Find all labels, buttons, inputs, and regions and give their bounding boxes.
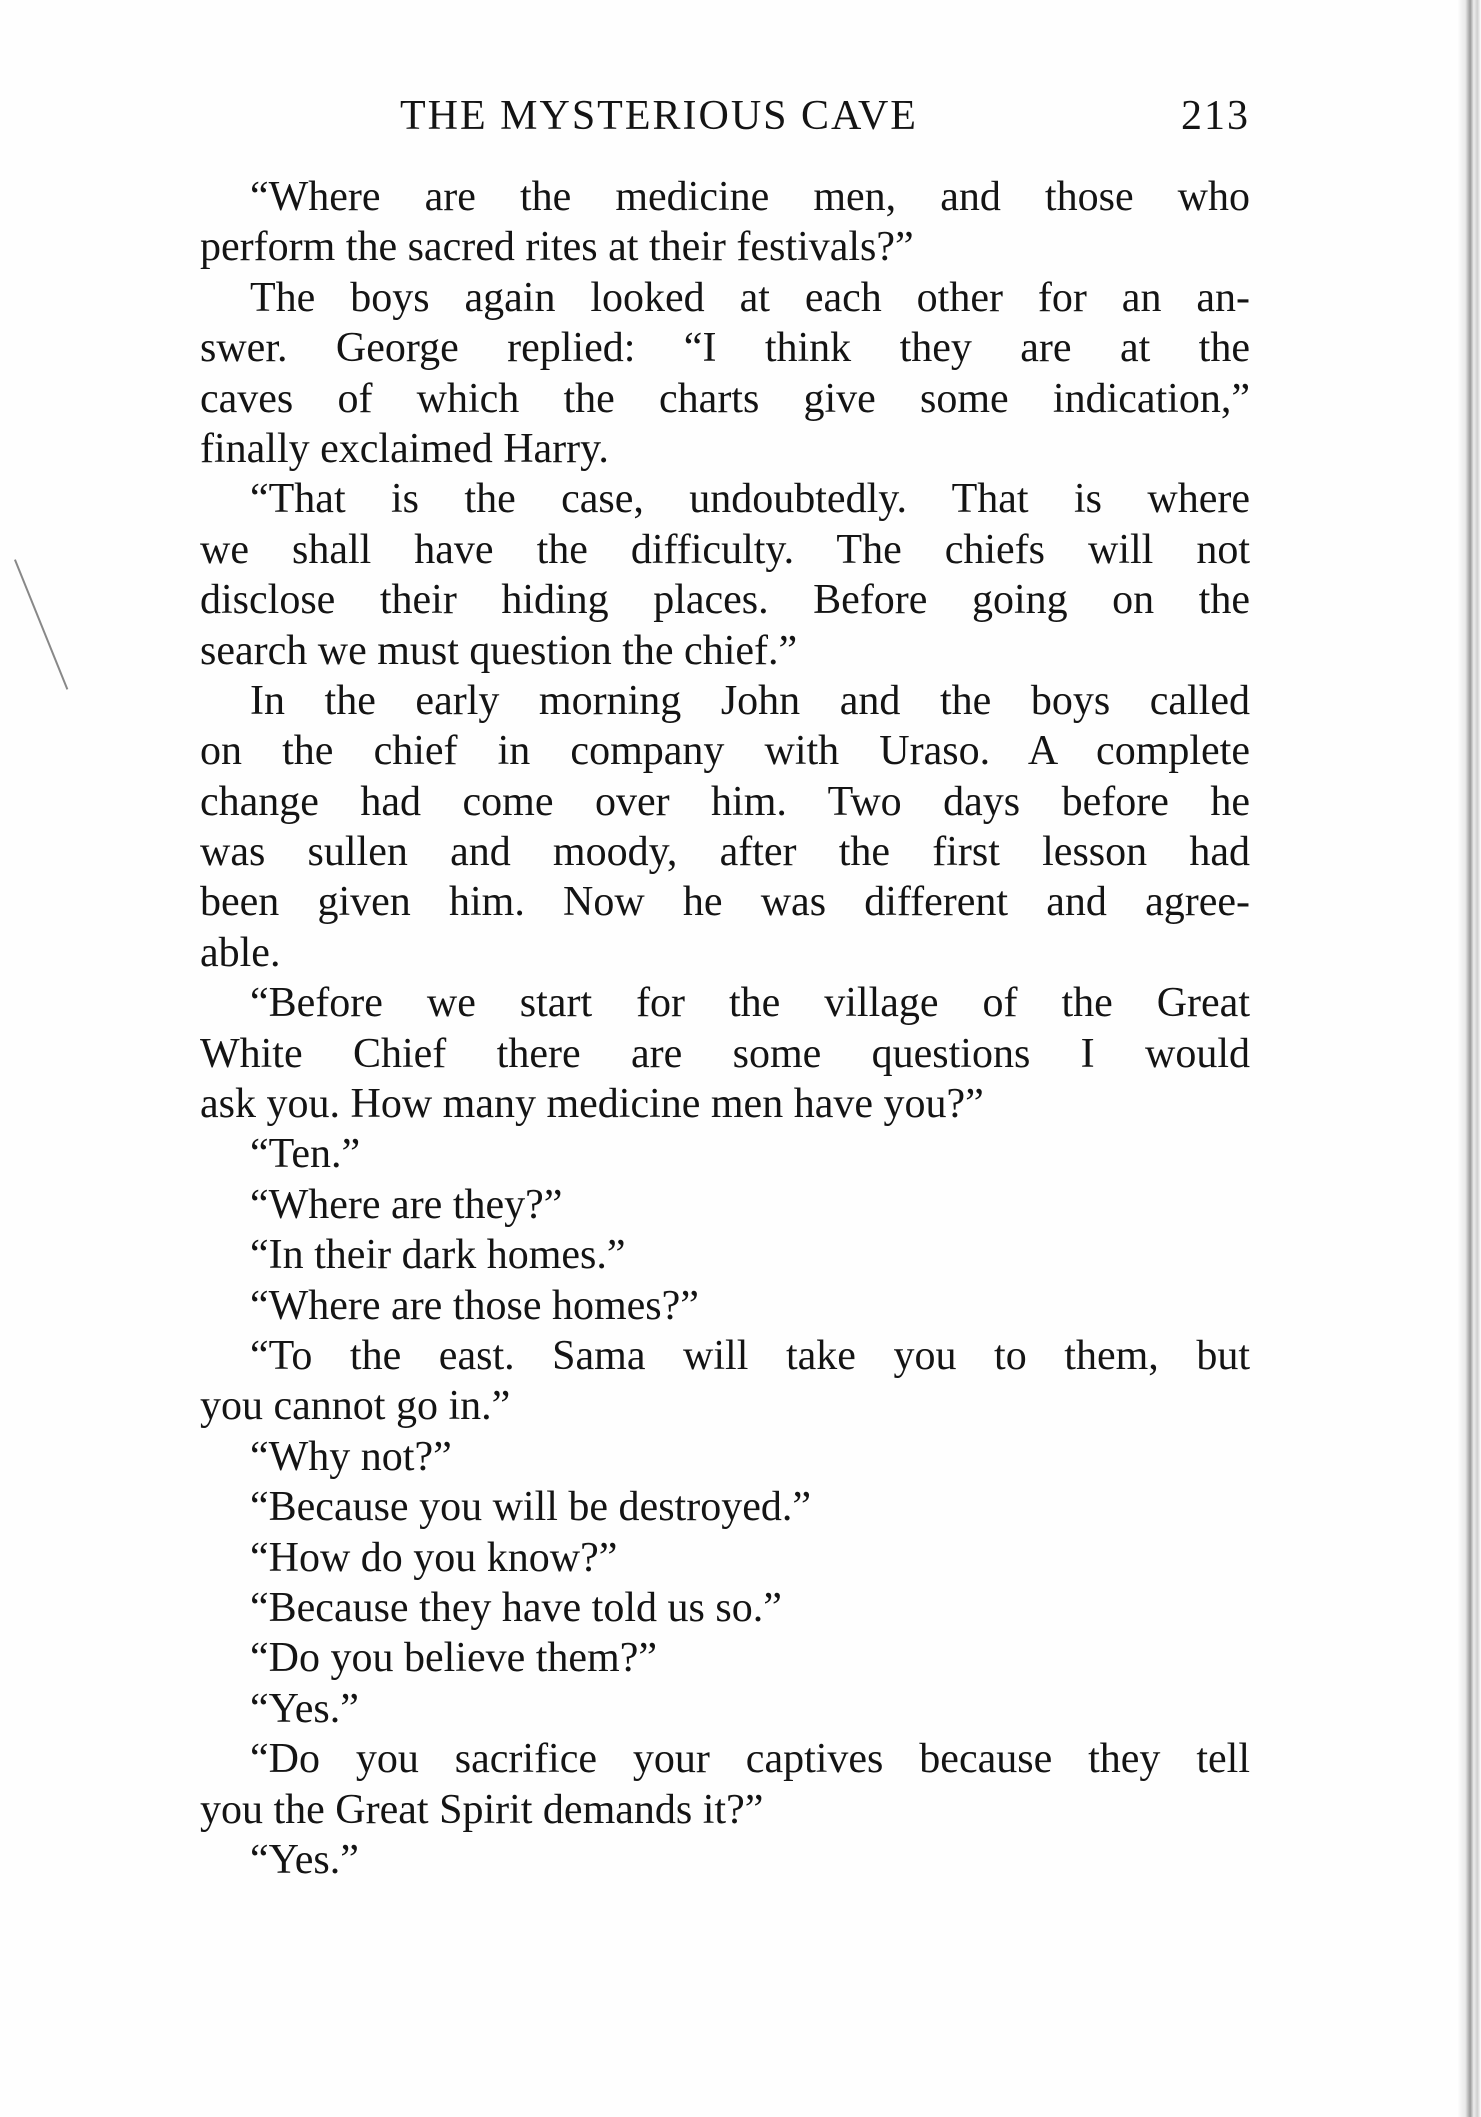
text-line: swer. George replied: “I think they are at the bbox=[200, 325, 1250, 372]
text-line: been given him. Now he was different and agree- bbox=[200, 879, 1250, 926]
running-head bbox=[400, 92, 1250, 152]
body-text bbox=[200, 172, 1250, 1885]
text-line: “Where are they?” bbox=[250, 1181, 563, 1228]
text-line: White Chief there are some questions I would bbox=[200, 1030, 1250, 1077]
text-line: “Yes.” bbox=[250, 1836, 359, 1883]
text-line: perform the sacred rites at their festivals?” bbox=[200, 224, 914, 271]
text-line: “Why not?” bbox=[250, 1433, 452, 1480]
text-line: was sullen and moody, after the first lesson had bbox=[200, 829, 1250, 876]
text-line: “Where are those homes?” bbox=[250, 1282, 699, 1329]
text-line: able. bbox=[200, 929, 281, 976]
text-line: “Yes.” bbox=[250, 1685, 359, 1732]
text-line: caves of which the charts give some indication,” bbox=[200, 375, 1250, 422]
page-number: 213 bbox=[1181, 93, 1250, 139]
text-line: “In their dark homes.” bbox=[250, 1232, 626, 1279]
text-line: “Before we start for the village of the Great bbox=[250, 980, 1250, 1027]
text-line: finally exclaimed Harry. bbox=[200, 425, 609, 472]
margin-pencil-mark bbox=[14, 559, 68, 690]
text-line: “Do you sacrifice your captives because they tell bbox=[250, 1736, 1250, 1783]
text-line: we shall have the difficulty. The chiefs will not bbox=[200, 526, 1250, 573]
text-line: “Ten.” bbox=[250, 1131, 361, 1178]
text-line: ask you. How many medicine men have you?” bbox=[200, 1081, 984, 1128]
text-line: “Do you believe them?” bbox=[250, 1635, 657, 1682]
text-line: “How do you know?” bbox=[250, 1534, 618, 1581]
text-line: on the chief in company with Uraso. A complete bbox=[200, 728, 1250, 775]
text-line: “Because they have told us so.” bbox=[250, 1584, 782, 1631]
text-line: In the early morning John and the boys called bbox=[250, 677, 1250, 724]
text-line: you the Great Spirit demands it?” bbox=[200, 1786, 764, 1833]
text-line: you cannot go in.” bbox=[200, 1383, 511, 1430]
text-line: search we must question the chief.” bbox=[200, 627, 798, 674]
text-line: “Because you will be destroyed.” bbox=[250, 1484, 811, 1531]
page-binding-edge bbox=[1457, 0, 1481, 2117]
text-line: “That is the case, undoubtedly. That is where bbox=[250, 476, 1250, 523]
text-line: disclose their hiding places. Before going on the bbox=[200, 577, 1250, 624]
running-title: THE MYSTERIOUS CAVE bbox=[400, 93, 918, 139]
text-line: “To the east. Sama will take you to them, but bbox=[250, 1332, 1250, 1379]
text-line: “Where are the medicine men, and those who bbox=[250, 174, 1250, 220]
text-line: change had come over him. Two days before he bbox=[200, 778, 1250, 825]
text-line: The boys again looked at each other for an an- bbox=[250, 274, 1250, 321]
